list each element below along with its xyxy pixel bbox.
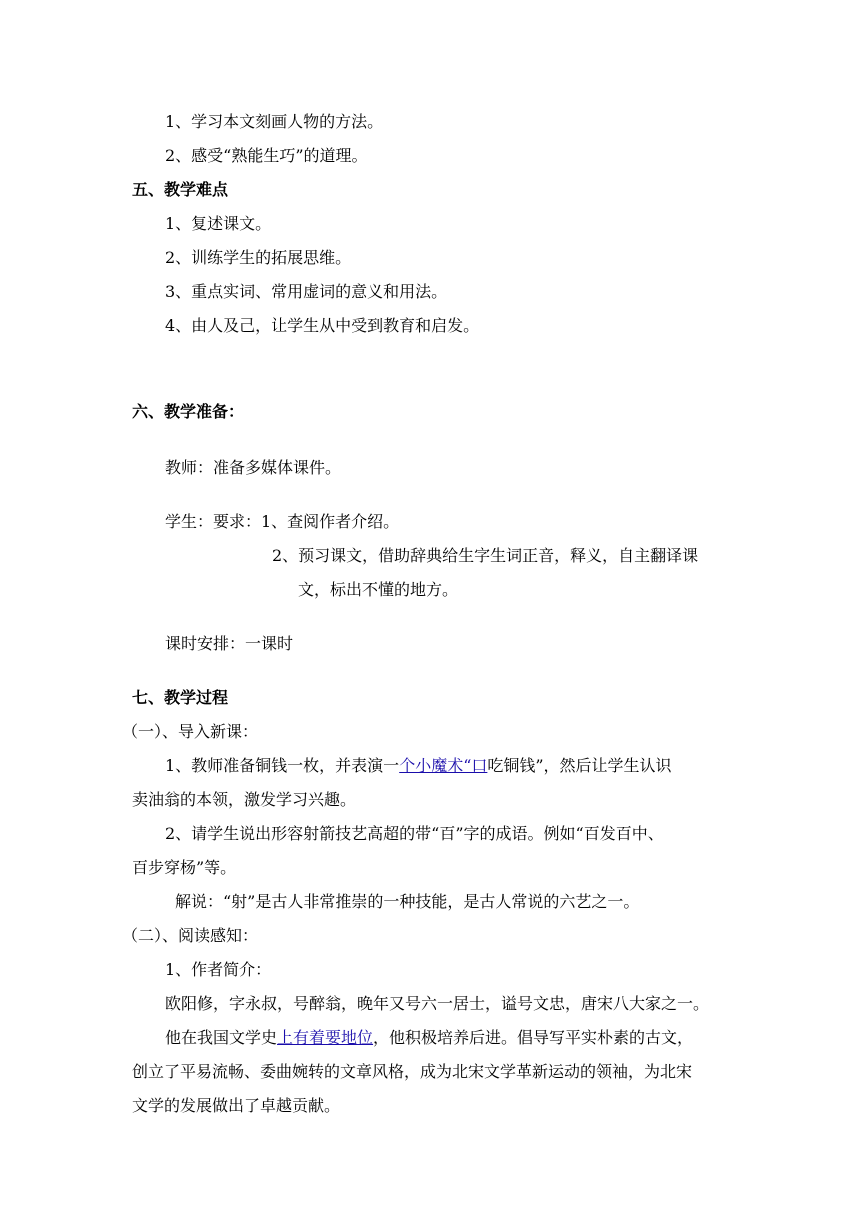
author-intro-line-3: 创立了平易流畅、委曲婉转的文章风格，成为北宋文学革新运动的领袖，为北宋 [132,1062,693,1081]
hyperlink-magic-trick[interactable]: 个小魔术“口 [399,756,488,775]
section-heading-7: 七、教学过程 [132,688,229,707]
objective-2: 2、感受“熟能生巧”的道理。 [165,146,368,165]
explanation: 解说：“射”是古人非常推崇的一种技能，是古人常说的六艺之一。 [175,892,640,911]
paragraph-1-line-1 [165,756,672,776]
difficulty-1: 1、复述课文。 [165,214,272,233]
teacher-prep: 教师：准备多媒体课件。 [165,458,342,477]
subsection-1: （一）、导入新课： [122,722,259,741]
student-prep-2: 2、预习课文，借助辞典给生字生词正音，释义，自主翻译课 [272,546,699,565]
section-heading-5: 五、教学难点 [132,180,229,199]
difficulty-3: 3、重点实词、常用虚词的意义和用法。 [165,282,448,301]
author-intro-text-end: ，他积极培养后进。倡导写平实朴素的古文， [373,1028,694,1047]
student-prep-2-cont: 文，标出不懂的地方。 [298,580,459,599]
paragraph-2-line-2: 百步穿杨”等。 [132,858,237,877]
paragraph-1-line-2: 卖油翁的本领，激发学习兴趣。 [132,790,357,809]
subsection-2: （二）、阅读感知： [122,926,259,945]
section-heading-6: 六、教学准备： [132,402,245,421]
difficulty-2: 2、训练学生的拓展思维。 [165,248,352,267]
author-intro-text-start: 他在我国文学史 [165,1028,278,1047]
author-intro-line-4: 文学的发展做出了卓越贡献。 [132,1096,341,1115]
difficulty-4: 4、由人及己，让学生从中受到教育和启发。 [165,316,480,335]
paragraph-2-line-1: 2、请学生说出形容射箭技艺高超的带“百”字的成语。例如“百发百中、 [165,824,664,843]
objective-1: 1、学习本文刻画人物的方法。 [165,112,384,131]
schedule: 课时安排：一课时 [165,634,294,653]
student-prep: 学生：要求：1、查阅作者介绍。 [165,512,400,531]
hyperlink-literary-status[interactable]: 上有着要地位 [277,1028,374,1047]
author-intro-line-1: 欧阳修，字永叔，号醉翁，晚年又号六一居士，谥号文忠，唐宋八大家之一。 [165,994,710,1013]
paragraph-1-text-start: 1、教师准备铜钱一枚，并表演一 [165,756,400,775]
author-intro-line-2 [165,1028,693,1048]
paragraph-1-text-end: 吃铜钱”，然后让学生认识 [487,756,672,775]
author-intro-heading: 1、作者简介： [165,960,272,979]
